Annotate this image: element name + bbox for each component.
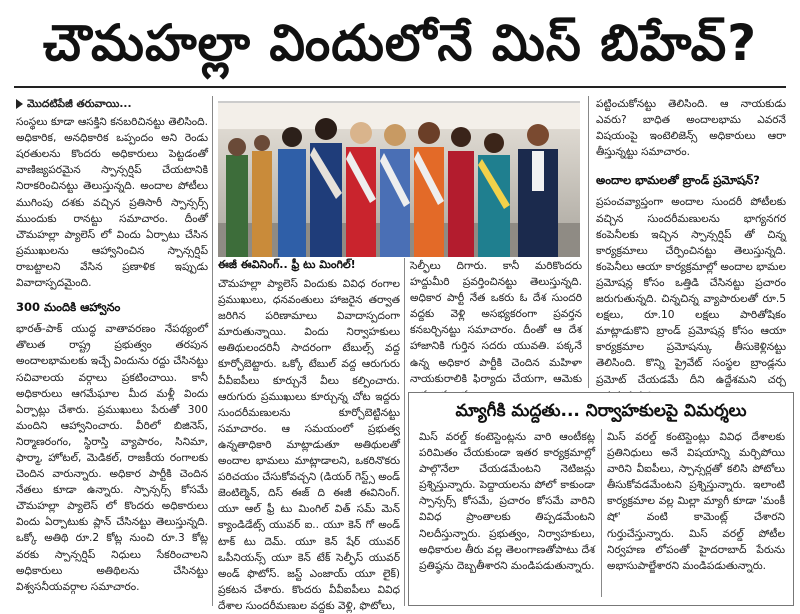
- headline: చౌమహల్లా విందులోనే మిస్ బిహేవ్?: [42, 14, 758, 72]
- column-1: [16, 96, 208, 606]
- column-2-text: చౌమహల్లా ప్యాలెస్ విందుకు వివిధ రంగాల ప్రముఖులు, ధనవంతులు హాజరైన తర్వాత జరిగిన పరిణామాలు వివాదాస్పదంగా మారుతున్నాయి. విందు నిర్వాహకులు అతిథులందరినీ సాదరంగా టేబుల్స్ వద్ద కూర్చోబెట్టారు. ఒక్కో టేబుల్ వద్ద ఆరుగురు వీవీఐపీలు కూర్చునే వీలు కల్పించారు. ఆరుగురు ప్రముఖులు కూర్చున్న చోట ఇద్దరు సుందరీమణులను కూర్చోబెట్టినట్టు సమాచారం. ఆ సమయంలో ప్రభుత్వ ఉన్నతాధికారి మాట్లాడుతూ అతిథులతో అందాల భామలు మాట్లాడాలని, ఒకరినొకరు పరిచయం చేసుకోవచ్చని (డియర్ గెస్ట్స్ అండ్ జెంటిల్మెన్, దిస్ ఈజ్ ది ఈజీ ఈవినింగ్. యూ ఆల్ ఫ్రీ టు మింగిల్ విత్ సమ్ మెన్ క్యాండిడేట్స్ యువర్ ఐ.. యూ కెన్ గో అండ్ టాక్ టు దెమ్. యూ కెన్ షేర్ యువర్ ఒపీనియన్స్ యూ కెన్ టేక్ సెల్ఫీస్ యువర్ అండ్ ఫొటోస్. జస్ట్ ఎంజాయ్ యూ లైక్) ప్రకటన చేశారు. కొందరు వీవీఐపీలు వివిధ దేశాల సుందరీమణుల వద్దకు వెళ్లి, ఫొటోలు,: [218, 278, 400, 612]
- column-1-para-2: భారత్-పాక్ యుద్ధ వాతావరణం నేపథ్యంలో తొలుత రాష్ట్ర ప్రభుత్వం తరపున అందాలభామలకు ఇచ్చే విందును రద్దు చేసినట్టు సచివాలయ వర్గాలు ప్రకటించాయి. కానీ అధికారులు ఆగమేఘాల మీద మళ్లీ విందు ఏర్పాట్లు చేశారు. ప్రముఖులు పేరుతో 300 మందిని ఆహ్వానించారు. వీరిలో బిజినెస్, నిర్మాణరంగం, స్థిరాస్తి వ్యాపారం, సినిమా, ఫార్మా, హోటల్, మెడికల్, రాజకీయ రంగాలకు చెందిన వారున్నారు. అధికార పార్టీకి చెందిన నేతలు కూడా ఉన్నారు. స్పాన్సర్స్ కోసమే చౌమహల్లా ప్యాలెస్ లో కొందరు అధికారులు విందు ఏర్పాటుకు ప్లాన్ చేసినట్టు తెలుస్తున్నది. ఒక్కో అతిథి రూ.2 కోట్ల నుంచి రూ.3 కోట్ల వరకు స్పాన్సర్షిప్ నిధులు సేకరించాలని అధికారులు అతిథిలను చేసినట్టు విశ్వసనీయవర్గాల సమాచారం.: [16, 323, 208, 593]
- photo-caption: ఈజీ ఈవినింగ్.. ఫ్రీ టు మింగిల్!: [218, 258, 356, 271]
- column-4-text-2: ప్రపంచవ్యాప్తంగా అందాల సుందరీ పోటీలకు వచ్చిన సుందరీమణులను భాగ్యనగర కంపెనీలకు ఇచ్చిన స్పాన్సర్షిప్ తో చిన్న కార్యక్రమాలు చేర్పించినట్టు తెలుస్తున్నది. కంపెనీలు ఆయా కార్యక్రమాల్లో అందాల భామల ప్రమోషన్ల కోసం ఒత్తిడి చేసినట్టు ప్రచారం జరుగుతున్నది. చిన్నచిన్న వ్యాపారులతో రూ.5 లక్షలు, రూ.10 లక్షలు పారితోషికం మాట్లాడుకొని బ్రాండ్ ప్రమోషన్ల కోసం ఆయా కార్యక్రమాల ప్రమోషన్కు తీసుకెళ్లినట్టు తెలిసింది. కొన్ని ప్రైవేట్ సంస్థల బ్రాండ్లను ప్రమోట్ చేయడమే దీని ఉద్దేశమని చర్చ: [596, 196, 786, 386]
- column-3-text: సెల్ఫీలు దిగారు. కానీ మరికొందరు హద్దుమీరి ప్రవర్తించినట్టు తెలుస్తున్నది. అధికార పార్టీ నేత ఒకరు ఓ దేశ సుందరి వద్దకు వెళ్లి అసభ్యకరంగా ప్రవర్తన కనబర్చినట్టు సమాచారం. దీంతో ఆ దేశ హాజానికి గుర్తిన సదరు యువతి. పక్కనే ఉన్న అధికార పార్టీకి చెందిన మహిళా నాయకురాలికి ఫిర్యాదు చేయగా, ఆమెకు: [410, 260, 582, 385]
- subhead-invitation: 300 మందికి ఆహ్వానం: [16, 300, 121, 315]
- kicker-text: మొదటిపేజీ తరువాయి...: [27, 98, 132, 110]
- box-column-right: [607, 429, 785, 601]
- column-4-text-1: పట్టించుకోనట్టు తెలిసింది. ఆ నాయకుడు ఎవరు? బాధిత అందాలభామ ఎవరనే విషయంపై ఇంటెలిజెన్స్ అధికారులు ఆరా తీస్తున్నట్టు సమాచారం.: [596, 98, 786, 159]
- column-divider-2: [404, 258, 405, 606]
- column-divider-3: [588, 96, 589, 388]
- box-column-left: [419, 429, 595, 601]
- headline-rule: [14, 86, 786, 88]
- box-title: మ్యాగీకి మద్దతు... నిర్వాహకులపై విమర్శలు: [455, 401, 747, 421]
- box-right-text: మిస్ వరల్డ్ కంటెస్టెంట్లు వివిధ దేశాలకు ప్రతినిధులు అనే విషయాన్ని మర్చిపోయి వారిని వీఐపీలు, స్పాన్సర్లతో కలిసి పోటోలు తీసుకోవడమేంటని ప్రశ్నిస్తున్నారు. ఇలాంటి కార్యక్రమాల వల్ల మిల్లా మ్యాగీ కూడా 'మంకీ షో' వంటి కామెంట్ల్ చేశారని గుర్తుచేస్తున్నారు. మిస్ వరల్డ్ పోటీల నిర్వహణ లోపంతో హైదరాబాద్ పేరును అభాసుపాల్జేశారని మండిపడుతున్నారు.: [607, 431, 785, 572]
- beauty-pageant-photo: [218, 101, 580, 255]
- continued-kicker: [16, 96, 208, 112]
- photo-illustration: [218, 103, 580, 257]
- boxed-story: [408, 392, 794, 606]
- column-2: [218, 276, 400, 612]
- triangle-icon: [16, 99, 23, 109]
- column-divider-1: [212, 96, 213, 606]
- column-1-para-1: సంస్థలు కూడా ఆసక్తిని కనబరిచినట్టు తెలిసింది. అధికారిక, అనధికారిక ఒప్పందం అని రెండు షరతులను కొందరు అధికారులు పెట్టడంతో వాణిజ్యపరమైన స్పాన్సర్షిప్ చేయటానికి నిరాకరించినట్టు తెలుస్తున్నది. అందాల పోటీలు ముగింపు దశకు వచ్చిన ప్రతిసారీ స్పాన్సర్స్ ముందుకు రానట్టు సమాచారం. దీంతో చౌమహల్లా ప్యాలెస్ లో విందు ఏర్పాటు చేసిన ప్రముఖులను ఆహ్వానించిన స్పాన్సర్షిప్ రాబట్టాలని వేసిన ప్రణాళిక ఇప్పుడు వివాదాస్పదమైంది.: [16, 116, 208, 290]
- box-column-divider: [601, 429, 602, 597]
- column-4: [596, 96, 786, 388]
- column-3: [410, 258, 582, 388]
- subhead-brand-promotion: అందాల భామలతో బ్రాండ్ ప్రమోషన్?: [596, 173, 760, 188]
- box-left-text: మిస్ వరల్డ్ కంటెస్టెంట్లను వారి ఆంటీకట్ల పరిమితం చేయకుండా ఇతర కార్యక్రమాల్లో పాల్గొనేలా చేయడమేంటని నెటిజన్లు ప్రశ్నిస్తున్నారు. పెద్దాయలను పోలో కాకుండా స్పాన్సర్స్ కోసమే, ప్రచారం కోసమే వారిని వివిధ ప్రాంతాలకు తిప్పడమేంటని నిలదీస్తున్నారు. ప్రభుత్వం, నిర్వాహకులు, అధికారుల తీరు వల్ల తెలంగాణతోపాటు దేశ ప్రతిష్ఠను దెబ్బతీశారని మండిపడుతున్నారు.: [419, 431, 595, 572]
